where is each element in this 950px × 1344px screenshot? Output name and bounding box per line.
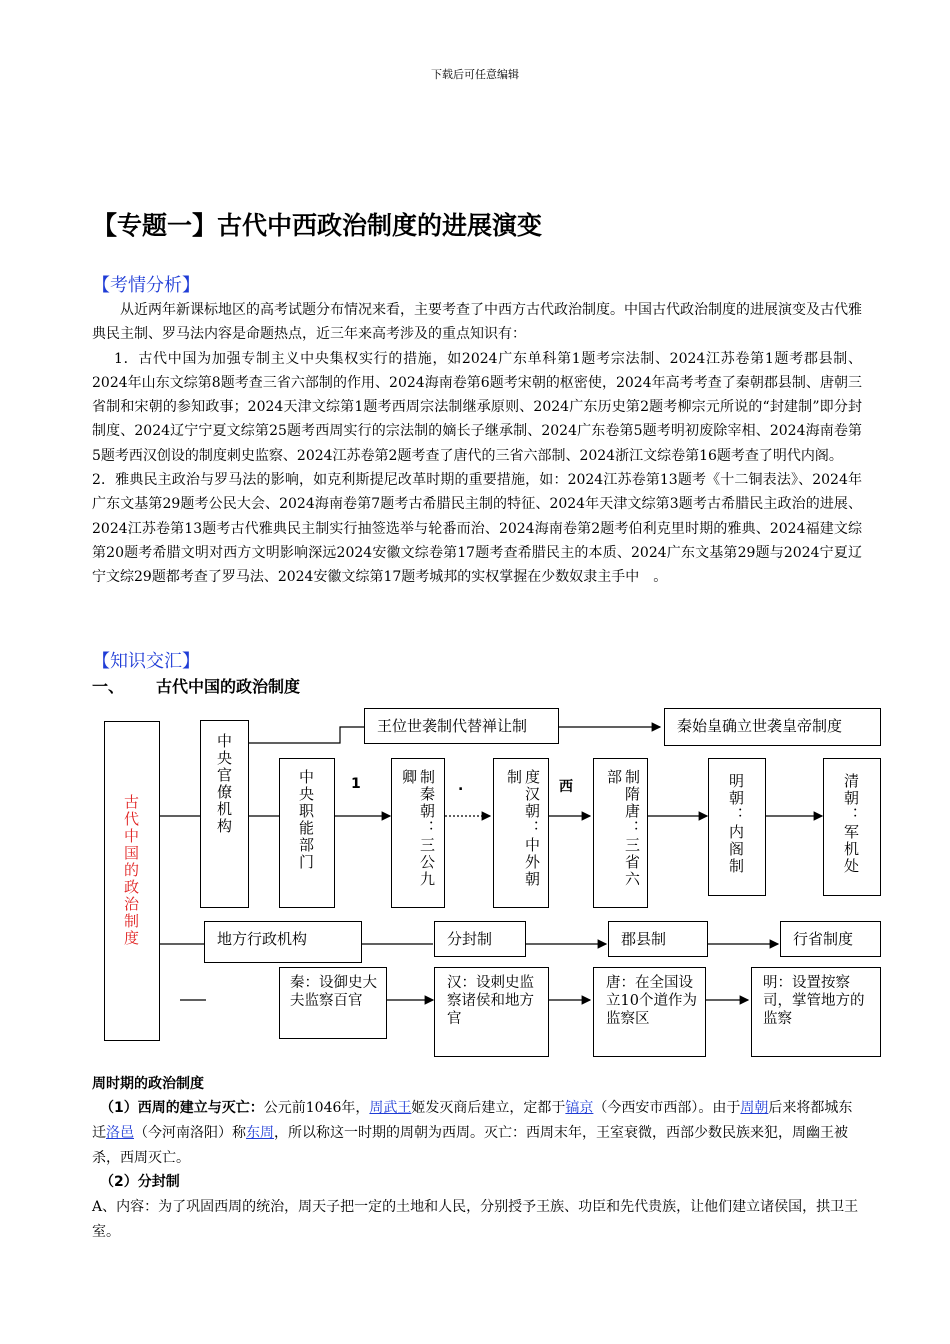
local-admin-box — [204, 921, 362, 963]
zhou-s1-d: 后来将都城东迁 — [92, 1100, 853, 1141]
sup-tang-label: 唐：在全国设立10个道作为监察区 — [606, 975, 697, 1027]
analysis-intro: 从近两年新课标地区的高考试题分布情况来看，主要考查了中西方古代政治制度。中国古代政治制度的进展演变及古代雅典民主制、罗马法内容是命题热点，近三年来高考涉及的重点知识有： — [92, 302, 862, 343]
zhou-section-2 — [92, 1170, 862, 1245]
root-label: 古代中国的政治制度 — [122, 794, 140, 947]
central-func-label: 中央职能部门 — [297, 769, 315, 871]
sup-han-label: 汉：设刺史监察诸侯和地方官 — [447, 975, 534, 1027]
stray-mark-1: 1 — [351, 776, 361, 792]
link-zhou-wuwang[interactable]: 周武王 — [369, 1100, 412, 1116]
qing-box — [823, 758, 881, 896]
sup-qin-box — [279, 967, 387, 1039]
qin-emperor-label: 秦始皇确立世袭皇帝制度 — [677, 717, 843, 735]
central-org-label: 中央官僚机构 — [215, 733, 233, 835]
xingsheng-label: 行省制度 — [793, 930, 854, 948]
local-admin-label: 地方行政机构 — [217, 930, 308, 948]
stray-mark-2: . — [458, 778, 464, 794]
fengjian-label: 分封制 — [447, 930, 493, 948]
zhou-s2-text: A、内容：为了巩固西周的统治，周天子把一定的土地和人民，分别授予王族、功臣和先代贵族，让他们建立诸侯国，拱卫王室。 — [92, 1199, 859, 1240]
page-title: 【专题一】古代中西政治制度的进展演变 — [92, 211, 543, 240]
qin-emperor-box — [664, 708, 881, 746]
root-box — [104, 721, 160, 1041]
link-zhouchao[interactable]: 周朝 — [740, 1100, 769, 1116]
sui-tang-box — [593, 758, 648, 908]
qing-label: 清朝：军机处 — [842, 773, 860, 875]
sup-tang-box — [593, 967, 706, 1057]
section-analysis-heading: 【考情分析】 — [92, 275, 200, 296]
han-label: 度汉朝：中外朝制 — [505, 769, 541, 888]
xingsheng-box — [780, 921, 881, 957]
han-box — [493, 758, 549, 908]
zhou-s1-e: （今河南洛阳）称 — [134, 1125, 246, 1141]
zhou-s2-heading-line — [92, 1170, 862, 1195]
zhou-s1-c: （今西安市西部）。由于 — [593, 1100, 741, 1116]
qin-box — [391, 758, 445, 908]
central-func-box — [279, 758, 335, 908]
sui-tang-label: 制隋唐：三省六部 — [605, 769, 641, 888]
analysis-item-1: 1．古代中国为加强专制主义中央集权实行的措施，如2024广东单科第1题考宗法制、2024江苏卷第1题考郡县制、2024年山东文综第8题考查三省六部制的作用、2024海南卷第6题考宋朝的枢密使，2024年高考考查了秦朝郡县制、唐朝三省制和宋朝的参知政事；2024天津文综第1题考西周宗法制继承原则、2024广东历史第2题考柳宗元所说的“封建制”即分封制度、2024辽宁宁夏文综第25题考西周实行的宗法制的嫡长子继承制、2024广东卷第5题考明初废除宰相、2024海南卷第5题考西汉创设的制度刺史监察、2024江苏卷第2题考查了唐代的三省六部制、2024浙江文综卷第16题考查了明代内阁。 — [92, 350, 862, 464]
junxian-box — [608, 921, 708, 957]
connector-succession — [248, 727, 364, 743]
sup-qin-label: 秦：设御史大夫监察百官 — [290, 975, 377, 1009]
zhou-s2-label: （2）分封制 — [100, 1174, 180, 1190]
succession-label: 王位世袭制代替禅让制 — [377, 717, 528, 735]
zhou-s1-f: ，所以称这一时期的周朝为西周。灭亡：西周末年，王室衰微，西部少数民族来犯，周幽王被杀，西周灭亡。 — [92, 1125, 848, 1166]
fengjian-box — [434, 921, 526, 957]
ming-box — [708, 758, 766, 896]
stray-mark-3: 西 — [559, 779, 573, 795]
zhou-section-1 — [92, 1096, 862, 1171]
zhou-s1-a: 公元前1046年， — [263, 1100, 370, 1116]
sup-han-box — [434, 967, 549, 1057]
ming-label: 明朝：内阁制 — [727, 773, 745, 875]
analysis-item-2: 2．雅典民主政治与罗马法的影响，如克利斯提尼改革时期的重要措施，如：2024江苏卷第13题考《十二铜表法》、2024年广东文基第29题考公民大会、2024海南卷第7题考古希腊民主制的特征、2024年天津文综第3题考古希腊民主政治的进展、2024江苏卷第13题考古代雅典民主制实行抽签选举与轮番而治、2024海南卷第2题考伯利克里时期的雅典、2024福建文综第20题考希腊文明对西方文明影响深远2024安徽文综卷第17题考查希腊民主的本质、2024广东文基第29题与2024宁夏辽宁文综29题都考查了罗马法、2024安徽文综第17题考城邦的实权掌握在少数奴隶主手中 。 — [92, 472, 862, 586]
sup-ming-box — [751, 967, 881, 1057]
zhou-heading: 周时期的政治制度 — [92, 1076, 204, 1092]
junxian-label: 郡县制 — [621, 930, 667, 948]
heading-text: 古代中国的政治制度 — [156, 677, 301, 696]
zhou-s1-b: 姬发灭商后建立，定都于 — [411, 1100, 566, 1116]
qin-label: 制秦朝：三公九卿 — [400, 769, 436, 888]
page-header: 下载后可任意编辑 — [431, 68, 519, 81]
link-dongzhou[interactable]: 东周 — [246, 1125, 274, 1141]
link-haojing[interactable]: 镐京 — [565, 1100, 594, 1116]
sup-ming-label: 明：设置按察司，掌管地方的监察 — [763, 975, 865, 1027]
central-org-box — [200, 720, 249, 908]
link-luoyi[interactable]: 洛邑 — [106, 1125, 134, 1141]
heading-number: 一、 — [92, 677, 125, 696]
succession-box — [364, 708, 559, 744]
zhou-s1-label: （1）西周的建立与灭亡： — [100, 1100, 264, 1116]
section-knowledge-heading: 【知识交汇】 — [92, 651, 200, 672]
